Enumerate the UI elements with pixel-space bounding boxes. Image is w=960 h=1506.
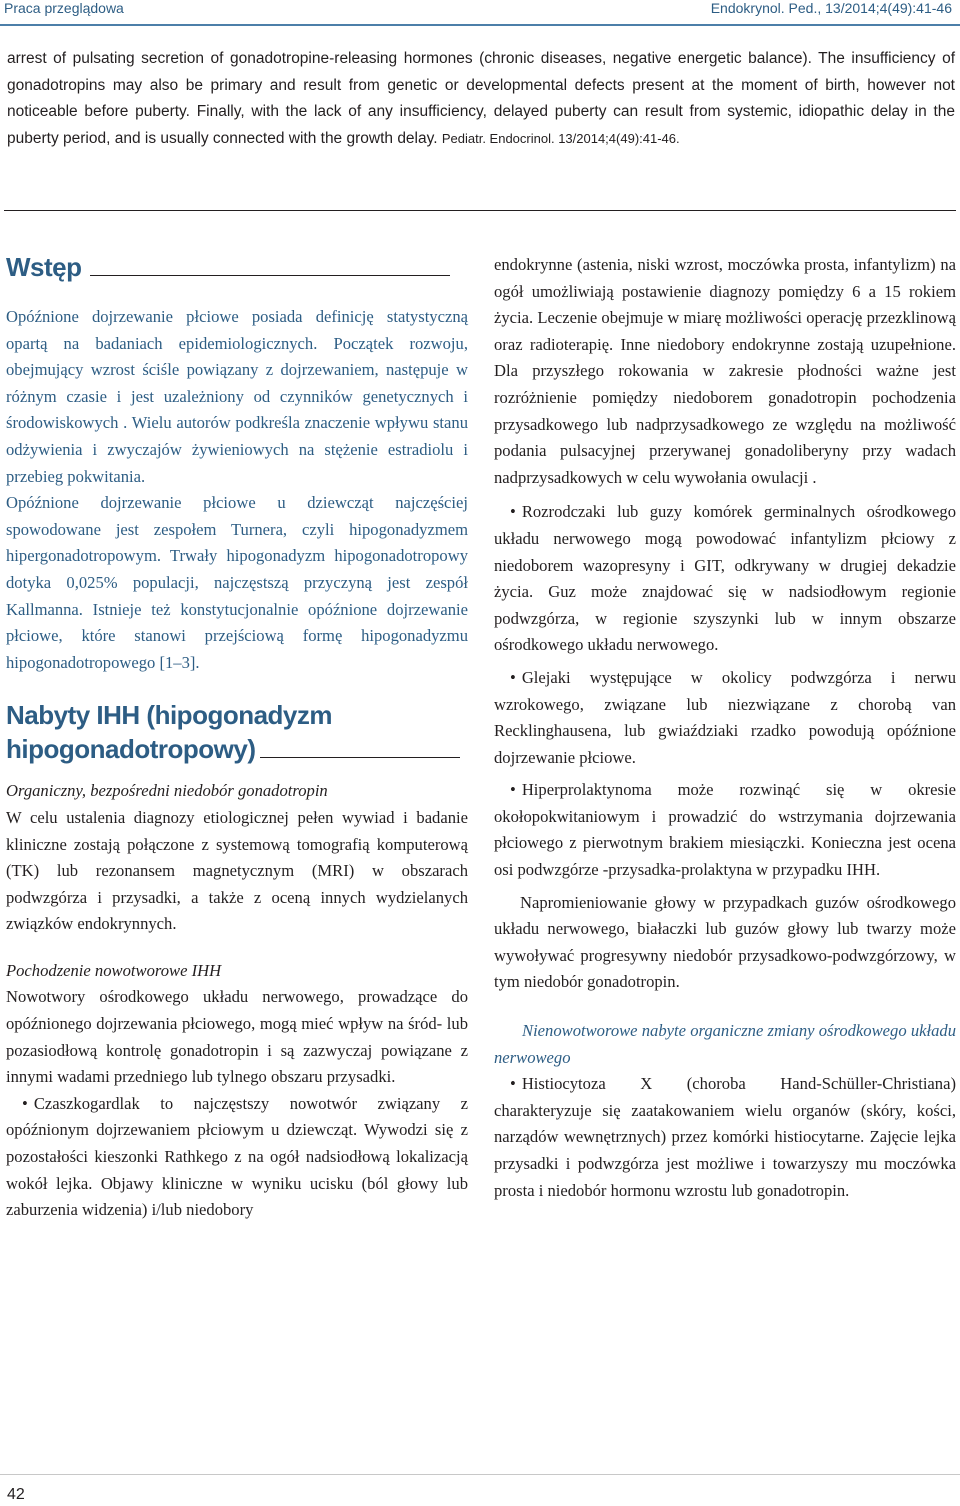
bullet-craniopharyngioma: • Czaszkogardlak to najczęstszy nowotwór związany z opóźnionym dojrzewaniem płciowym u dziewcząt. Wywodzi się z pozostałości kieszonki Rathkego z na ogół nadsiodłową lokalizacją wokół lejka. Objawy kliniczne w wyniku ucisku (ból głowy lub zaburzenia widzenia) i/lub niedobory	[6, 1091, 468, 1224]
section-heading-intro: Wstęp	[6, 250, 468, 284]
bullet-gliomas: • Glejaki występujące w okolicy podwzgórza i nerwu wzrokowego, związane lub niezwiązane z chorobą van Recklinghausena, lub gwiaździaki rzadko powodują opóźnione dojrzewanie płciowe.	[494, 665, 956, 771]
abstract-text: arrest of pulsating secretion of gonadotropine-releasing hormones (chronic diseases, negative energetic balance). The insufficiency of gonadotropins may also be primary and result from genetic or developmental defects present at the moment of birth, however not noticeable before puberty. Finally, with the lack of any insufficiency, delayed puberty can result from systemic, idiopathic delay in the puberty period, and is usually connected with the growth delay.	[7, 50, 955, 147]
bullet-hyperprolactinoma: • Hiperprolaktynoma może rozwinąć się w okresie okołopokwitaniowym i prowadzić do wstrzymania dojrzewania płciowego z pierwotnym brakiem miesiączki. Konieczna jest ocena osi podwzgórze -przysadka-prolaktyna w przypadku IHH.	[494, 777, 956, 883]
paragraph-cns-tumors: Nowotwory ośrodkowego układu nerwowego, prowadzące do opóźnionego dojrzewania płciowego, mogą mieć wpływ na śród- lub pozasiodłową kontrolę gonadotropin i są zazwyczaj powiązane z innymi wadami przedniego lub tylnego obszaru przysadki.	[6, 987, 468, 1087]
intro-paragraph-2: Opóźnione dojrzewanie płciowe u dziewcząt najczęściej spowodowane jest zespołem Turnera, czyli hipogonadyzmem hipergonadotropowym. Trwały hipogonadyzm hipogonadotropowy dotyka 0,025% populacji, najczęstszą przyczyną jest zespół Kallmanna. Istnieje też konstytucjonalnie opóźnione dojrzewanie płciowe, które stanowi przejściową formę hipogonadyzmu hipogonadotropowego [1–3].	[6, 493, 468, 672]
footer-rule	[0, 1474, 960, 1475]
english-abstract	[7, 46, 955, 152]
bullet-histiocytosis: • Histiocytoza X (choroba Hand-Schüller-Christiana) charakteryzuje się zaatakowaniem wielu organów (skóry, kości, narządów wewnętrznych) przez komórki histiocytarne. Zajęcie lejka przysadki i podwzgórza jest możliwe i towarzyszy mu moczówka prosta i niedobór hormonu wzrostu lub gonadotropin.	[494, 1071, 956, 1204]
abstract-citation: Pediatr. Endocrinol. 13/2014;4(49):41-46.	[441, 130, 680, 146]
header-journal-citation: Endokrynol. Ped., 13/2014;4(49):41-46	[710, 0, 952, 16]
header-article-type: Praca przeglądowa	[4, 0, 124, 16]
section-heading-ihh-line2: hipogonadotropowy)	[6, 734, 256, 765]
running-header	[0, 0, 960, 20]
subheading-tumor-origin: Pochodzenie nowotworowe IHH	[6, 960, 222, 980]
right-column	[494, 252, 956, 1204]
abstract-separator	[4, 210, 956, 211]
paragraph-irradiation: Napromieniowanie głowy w przypadkach guzów ośrodkowego układu nerwowego, białaczki lub guzów głowy lub twarzy może wywoływać progresywny niedobór przysadkowo-podwzgórzowy, w tym niedobór gonadotropin.	[494, 892, 956, 992]
section-heading-ihh-line1: Nabyty IHH (hipogonadyzm	[6, 700, 333, 731]
page-number: 42	[7, 1486, 25, 1503]
intro-paragraph-1: Opóźnione dojrzewanie płciowe posiada definicję statystyczną opartą na badaniach epidemiologicznych. Początek rozwoju, obejmujący wzrost ściśle powiązany z dojrzewaniem, następuje w różnym czasie i jest uzależniony od czynników genetycznych i środowiskowych . Wielu autorów podkreśla znaczenie wpływu stanu odżywienia i zwyczajów żywieniowych na stężenie estradiolu i przebieg pokwitania.	[6, 307, 468, 486]
bullet-germinomas: • Rozrodczaki lub guzy komórek germinalnych ośrodkowego układu nerwowego mogą powodować infantylizm płciowy z niedoborem wazopresyny i GIT, odkrywany w drugiej dekadzie życia. Guz może znajdować się w nadsiodłowym regionie podwzgórza, w regionie szyszynki lub w innym obszarze ośrodkowego układu nerwowego.	[494, 499, 956, 659]
subheading-non-tumor-lesions: Nienowotworowe nabyte organiczne zmiany ośrodkowego układu nerwowego	[494, 1021, 956, 1067]
left-column	[6, 250, 468, 1224]
header-rule	[0, 24, 960, 26]
paragraph-endocrine-continuation: endokrynne (astenia, niski wzrost, moczówka prosta, infantylizm) na ogół umożliwiają postawienie diagnozy pomiędzy 6 a 15 rokiem życia. Leczenie obejmuje w miarę możliwości operację przezklinową oraz radioterapię. Inne niedobory endokrynne zostają uzupełnione. Dla przyszłego rokowania w zakresie płodności ważne jest rozróżnienie pomiędzy niedoborem gonadotropin pochodzenia przysadkowego lub nadprzysadkowego ze względu na możliwość podania pulsacyjnej przerywanej gonadoliberyny przy wadach nadprzysadkowych w celu wywołania owulacji .	[494, 255, 956, 487]
paragraph-diagnosis: W celu ustalenia diagnozy etiologicznej pełen wywiad i badanie kliniczne zostają połączone z systemową tomografią komputerową (TK) lub rezonansem magnetycznym (MRI) w obszarach podwzgórza i przysadki, a także z oceną innych wydzielanych związków endokrynnych.	[6, 807, 468, 934]
section-heading-ihh	[6, 698, 468, 766]
subheading-organic-deficiency: Organiczny, bezpośredni niedobór gonadotropin	[6, 781, 328, 801]
